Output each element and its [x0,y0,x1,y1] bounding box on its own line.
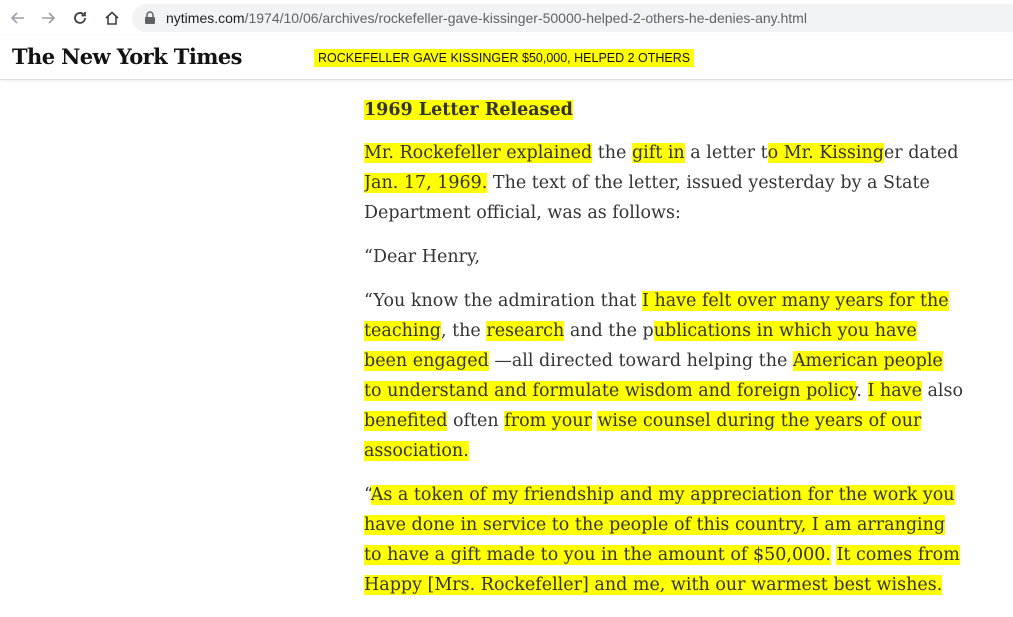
paragraph-1 [364,138,964,228]
highlighted-text: American people to understand and formulate wisdom and foreign policy [364,351,943,401]
text-run: and the p [564,321,654,341]
text-run: often [447,411,505,431]
back-arrow-icon[interactable] [6,6,30,30]
sticky-headline: ROCKEFELLER GAVE KISSINGER $50,000, HELPED 2 OTHERS [314,49,694,67]
site-header [0,36,1013,80]
highlighted-text: Mr. Rockefeller explained [364,143,593,163]
highlighted-text: o Mr. Kissing [767,143,884,163]
cutoff-text-line [364,80,1004,82]
paragraph-2: “Dear Henry, [364,247,481,267]
highlighted-text: wise counsel during the years of our association. [364,411,922,461]
text-run: The text of the letter, issued yesterday by a State Department official, was as follows: [364,173,930,223]
article-body [364,80,1004,617]
paragraph-3 [364,286,964,466]
text-run: “ [364,485,371,505]
text-run: a letter t [684,143,768,163]
highlighted-text: research [486,321,565,341]
text-run: . [856,381,868,401]
home-icon[interactable] [100,6,124,30]
highlighted-text: I have [867,381,922,401]
url-domain: nytimes.com [166,10,245,26]
nyt-logo[interactable]: The New York Times [12,44,242,69]
highlighted-text: It comes from Happy [Mrs. Rockefeller] and me, with our warmest best wishes. [364,545,960,595]
text-run: the [592,143,632,163]
highlighted-text: Jan. 17, 1969. [364,173,488,193]
forward-arrow-icon[interactable] [36,6,60,30]
address-bar[interactable] [132,4,1013,32]
highlighted-text: I have felt over many years for the teaching [364,291,949,341]
highlighted-text: benefited [364,411,448,431]
text-run: er dated [883,143,959,163]
lock-icon [144,11,156,25]
text-run: —all directed toward helping the [488,351,793,371]
text-run: “You know the admiration that [364,291,642,311]
browser-toolbar [0,0,1013,36]
highlighted-text: ublications in which you have been engaged [364,321,917,371]
url-text [166,10,807,26]
paragraph-4 [364,480,964,600]
reload-icon[interactable] [68,6,92,30]
url-path: /1974/10/06/archives/rockefeller-gave-kissinger-50000-helped-2-others-he-denies-any.html [244,10,807,26]
text-run: also [921,381,964,401]
highlighted-text: from your [504,411,592,431]
article-subhead: 1969 Letter Released [364,100,573,120]
text-run: , the [440,321,487,341]
highlighted-text: As a token of my friendship and my appreciation for the work you have done in service to the people of this country, I am arranging to have a gift made to you in the amount of $50,000. [364,485,955,565]
highlighted-text: gift in [631,143,685,163]
